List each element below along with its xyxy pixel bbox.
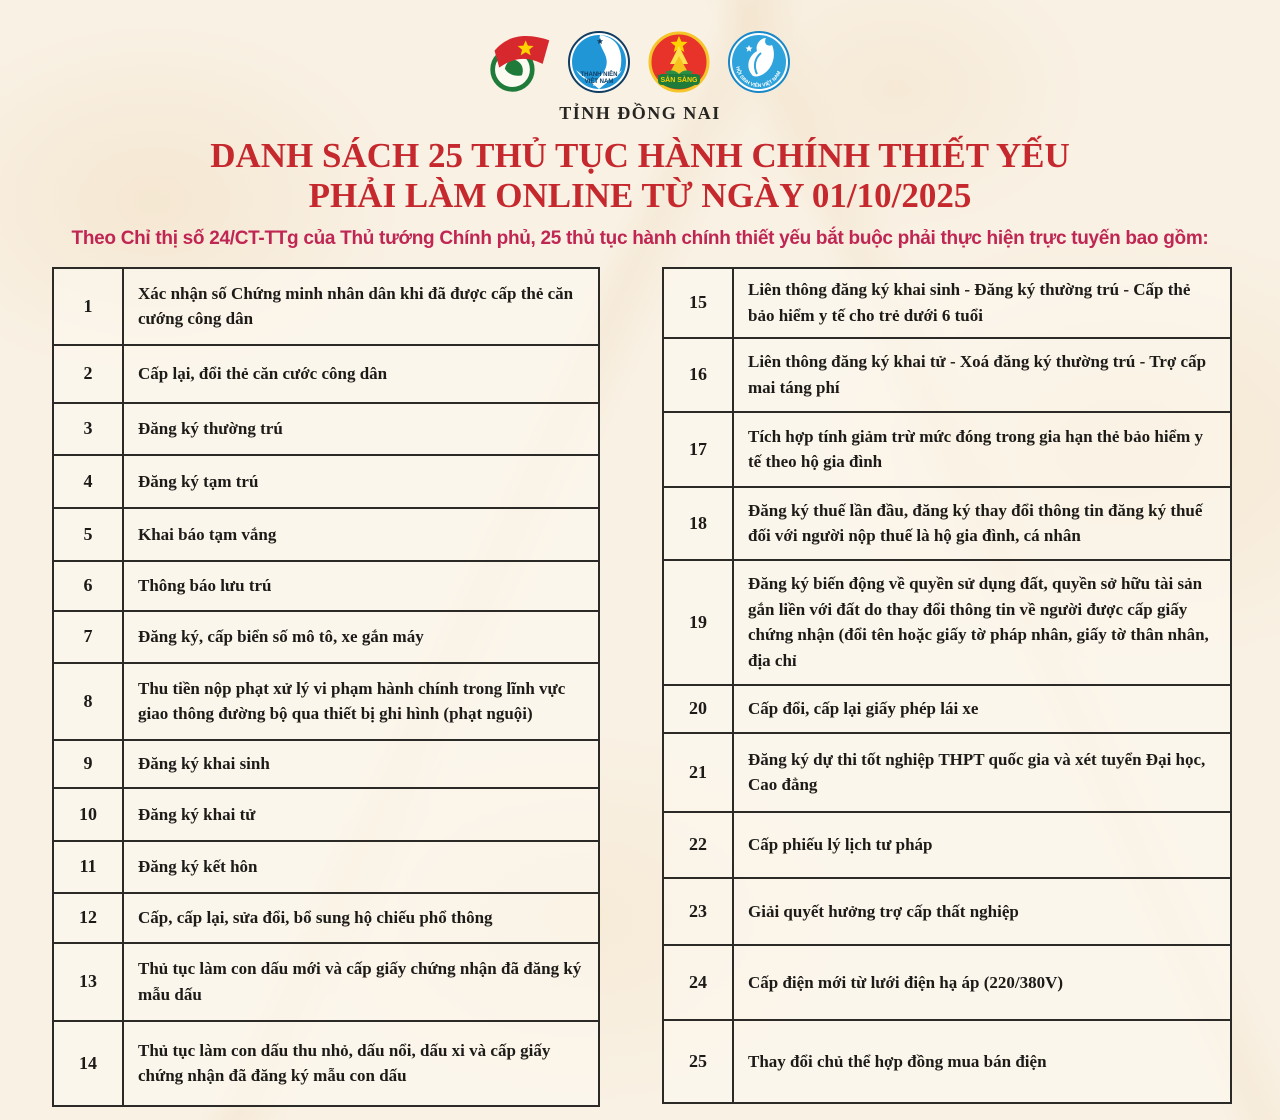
procedure-text: Liên thông đăng ký khai sinh - Đăng ký thường trú - Cấp thẻ bảo hiểm y tế cho trẻ dưới 6 tuổi	[733, 268, 1231, 338]
youth-union-flag-icon	[487, 30, 553, 94]
table-row	[663, 268, 1231, 338]
procedure-text: Giải quyết hưởng trợ cấp thất nghiệp	[733, 878, 1231, 945]
table-row	[663, 338, 1231, 412]
procedure-text: Đăng ký kết hôn	[123, 841, 599, 893]
procedure-text: Đăng ký khai sinh	[123, 740, 599, 788]
procedure-text: Đăng ký khai tử	[123, 788, 599, 841]
table-row	[663, 685, 1231, 733]
table-row	[53, 943, 599, 1021]
procedure-text: Đăng ký dự thi tốt nghiệp THPT quốc gia và xét tuyển Đại học, Cao đẳng	[733, 733, 1231, 812]
procedure-number: 3	[53, 403, 123, 455]
procedure-number: 21	[663, 733, 733, 812]
young-pioneers-badge-icon	[647, 30, 713, 94]
procedure-number: 5	[53, 508, 123, 561]
procedure-number: 19	[663, 560, 733, 685]
table-row	[663, 733, 1231, 812]
procedure-number: 7	[53, 611, 123, 663]
procedures-tables	[52, 267, 1232, 1107]
table-row	[663, 878, 1231, 945]
procedure-number: 20	[663, 685, 733, 733]
procedure-number: 2	[53, 345, 123, 403]
procedures-table-right	[662, 267, 1232, 1104]
table-row	[663, 412, 1231, 487]
logo-row	[0, 0, 1280, 94]
procedure-text: Khai báo tạm vắng	[123, 508, 599, 561]
procedure-number: 13	[53, 943, 123, 1021]
procedure-text: Cấp phiếu lý lịch tư pháp	[733, 812, 1231, 878]
procedure-number: 24	[663, 945, 733, 1020]
table-row	[53, 611, 599, 663]
table-row	[53, 345, 599, 403]
procedure-text: Tích hợp tính giảm trừ mức đóng trong gia hạn thẻ bảo hiểm y tế theo hộ gia đình	[733, 412, 1231, 487]
procedure-number: 8	[53, 663, 123, 740]
procedure-text: Thu tiền nộp phạt xử lý vi phạm hành chính trong lĩnh vực giao thông đường bộ qua thiết bị ghi hình (phạt nguội)	[123, 663, 599, 740]
hoi-sinh-vien-arc-text: HỘI SINH VIÊN VIỆT NAM	[734, 65, 783, 90]
org-name: TỈNH ĐỒNG NAI	[559, 103, 721, 123]
procedure-text: Đăng ký, cấp biển số mô tô, xe gắn máy	[123, 611, 599, 663]
procedure-number: 6	[53, 561, 123, 611]
student-association-dove-icon	[727, 30, 793, 94]
procedure-number: 1	[53, 268, 123, 345]
procedure-number: 4	[53, 455, 123, 508]
table-row	[663, 812, 1231, 878]
thanh-nien-text-line2: VIỆT NAM	[584, 79, 614, 85]
procedure-text: Liên thông đăng ký khai tử - Xoá đăng ký thường trú - Trợ cấp mai táng phí	[733, 338, 1231, 412]
procedure-text: Thay đổi chủ thể hợp đồng mua bán điện	[733, 1020, 1231, 1103]
procedure-text: Cấp điện mới từ lưới điện hạ áp (220/380V)	[733, 945, 1231, 1020]
table-row	[53, 268, 599, 345]
table-row	[663, 560, 1231, 685]
table-row	[663, 945, 1231, 1020]
procedure-number: 15	[663, 268, 733, 338]
table-row	[53, 893, 599, 943]
table-row	[53, 1021, 599, 1106]
table-row	[53, 663, 599, 740]
procedures-table-left	[52, 267, 600, 1107]
table-row	[53, 508, 599, 561]
page-title-line1: DANH SÁCH 25 THỦ TỤC HÀNH CHÍNH THIẾT YẾU	[210, 136, 1070, 175]
procedure-number: 10	[53, 788, 123, 841]
san-sang-banner-text: SẴN SÀNG	[660, 77, 698, 84]
procedure-number: 23	[663, 878, 733, 945]
table-row	[53, 740, 599, 788]
table-row	[663, 487, 1231, 560]
procedure-number: 18	[663, 487, 733, 560]
procedure-text: Đăng ký thường trú	[123, 403, 599, 455]
procedure-text: Cấp đổi, cấp lại giấy phép lái xe	[733, 685, 1231, 733]
procedure-text: Cấp lại, đổi thẻ căn cước công dân	[123, 345, 599, 403]
procedure-number: 12	[53, 893, 123, 943]
table-row	[53, 561, 599, 611]
subtitle: Theo Chỉ thị số 24/CT-TTg của Thủ tướng Chính phủ, 25 thủ tục hành chính thiết yếu bắt buộc phải thực hiện trực tuyến bao gồm:	[71, 227, 1209, 249]
thanh-nien-text-line1: THANH NIÊN	[580, 72, 618, 78]
procedure-text: Đăng ký biến động về quyền sử dụng đất, quyền sở hữu tài sản gắn liền với đất do thay đổi thông tin về người được cấp giấy chứng nhận (đổi tên hoặc giấy tờ pháp nhân, giấy tờ thân nhân, địa chỉ	[733, 560, 1231, 685]
procedure-text: Cấp, cấp lại, sửa đổi, bổ sung hộ chiếu phổ thông	[123, 893, 599, 943]
procedure-number: 22	[663, 812, 733, 878]
procedure-text: Đăng ký tạm trú	[123, 455, 599, 508]
table-row	[53, 455, 599, 508]
procedure-number: 16	[663, 338, 733, 412]
procedure-number: 14	[53, 1021, 123, 1106]
page-title-line2: PHẢI LÀM ONLINE TỪ NGÀY 01/10/2025	[308, 175, 972, 215]
table-row	[53, 841, 599, 893]
page-title	[0, 136, 1280, 216]
table-row	[663, 1020, 1231, 1103]
procedure-text: Thủ tục làm con dấu mới và cấp giấy chứng nhận đã đăng ký mẫu dấu	[123, 943, 599, 1021]
procedure-text: Thủ tục làm con dấu thu nhỏ, dấu nổi, dấu xi và cấp giấy chứng nhận đã đăng ký mẫu con dấu	[123, 1021, 599, 1106]
table-row	[53, 403, 599, 455]
thanh-nien-vietnam-icon	[567, 30, 633, 94]
procedure-number: 25	[663, 1020, 733, 1103]
procedure-text: Thông báo lưu trú	[123, 561, 599, 611]
procedure-text: Đăng ký thuế lần đầu, đăng ký thay đổi thông tin đăng ký thuế đối với người nộp thuế là hộ gia đình, cá nhân	[733, 487, 1231, 560]
table-row	[53, 788, 599, 841]
procedure-number: 11	[53, 841, 123, 893]
procedure-number: 9	[53, 740, 123, 788]
procedure-number: 17	[663, 412, 733, 487]
procedure-text: Xác nhận số Chứng minh nhân dân khi đã được cấp thẻ căn cướng công dân	[123, 268, 599, 345]
